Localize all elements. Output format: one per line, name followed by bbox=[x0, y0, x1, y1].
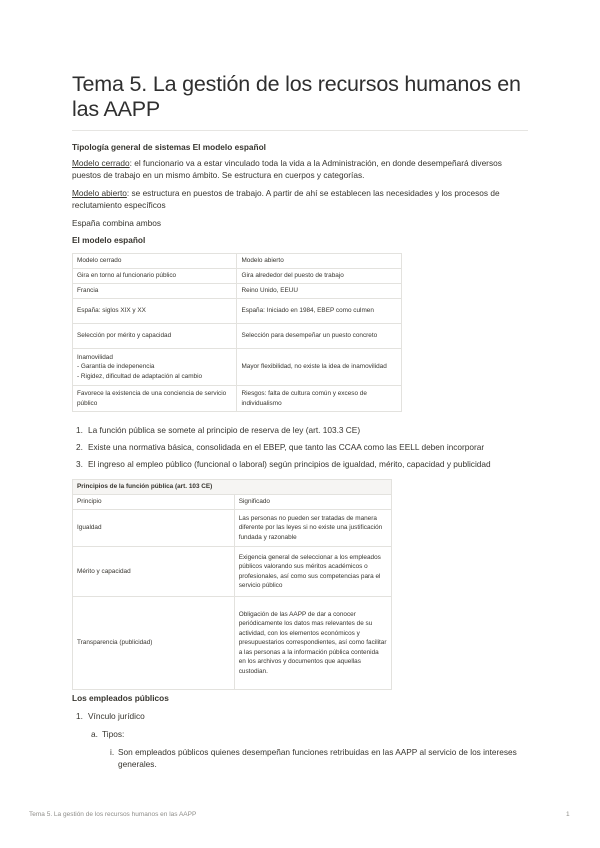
table-cell: Inamovilidad - Garantía de indepenencia - Rigidez, dificultad de adaptación al cambio bbox=[73, 349, 237, 386]
table-cell: Riesgos: falta de cultura común y exceso de individualismo bbox=[237, 386, 402, 412]
table-cell: Transparencia (publicidad) bbox=[73, 597, 235, 690]
table-modelo-espanol bbox=[72, 253, 402, 412]
list-item-text: Existe una normativa básica, consolidada en el EBEP, que tanto las CCAA como las EELL deben incorporar bbox=[88, 442, 485, 452]
table-cell: Obligación de las AAPP de dar a conocer periódicamente los datos mas relevantes de su actividad, con los elementos económicos y presupuestarios correspondientes, así como facilitar a las personas a la información pública contenida en los archivos y documentos que aquellas custodian. bbox=[234, 597, 391, 690]
text-modelo-abierto: : se estructura en puestos de trabajo. A partir de ahí se establecen las necesidades y los procesos de reclutamiento específicos bbox=[72, 188, 500, 210]
divider bbox=[72, 130, 528, 131]
term-modelo-abierto: Modelo abierto bbox=[72, 188, 127, 198]
text-modelo-cerrado: : el funcionario va a estar vinculado toda la vida a la Administración, en donde desempeñará diversos puestos de trabajo en un mismo ámbito. Se estructura en cuerpos y categorías. bbox=[72, 158, 502, 180]
table-cell: Favorece la existencia de una conciencia de servicio público bbox=[73, 386, 237, 412]
numbered-item-3: 3. El ingreso al empleo público (funcional o laboral) según principios de igualdad, mérito, capacidad y publicidad bbox=[76, 459, 491, 469]
lettered-item-tipos bbox=[88, 728, 124, 740]
table-row bbox=[73, 510, 392, 547]
table-cell: Exigencia general de seleccionar a los empleados públicos valorando sus méritos académicos o profesionales, así como sus competencias para el servicio público bbox=[234, 547, 391, 597]
table-row bbox=[73, 597, 392, 690]
list-item-text: La función pública se somete al principio de reserva de ley (art. 103.3 CE) bbox=[88, 425, 361, 435]
table-cell: Gira en torno al funcionario público bbox=[73, 269, 237, 284]
table-cell: Modelo cerrado bbox=[73, 254, 237, 269]
table-row bbox=[73, 254, 402, 269]
list-roman: i. bbox=[110, 747, 115, 757]
table-header-cell: Principio bbox=[73, 495, 235, 510]
table-cell: Mayor flexibilidad, no existe la idea de inamovilidad bbox=[237, 349, 402, 386]
numbered-item-1: 1. La función pública se somete al principio de reserva de ley (art. 103.3 CE) bbox=[76, 425, 361, 435]
table-cell: Gira alrededor del puesto de trabajo bbox=[237, 269, 402, 284]
table-cell: Selección para desempeñar un puesto concreto bbox=[237, 324, 402, 349]
table-cell: Modelo abierto bbox=[237, 254, 402, 269]
table-row bbox=[73, 547, 392, 597]
subheading-modelo-espanol: El modelo español bbox=[72, 235, 146, 245]
section-heading-empleados: Los empleados públicos bbox=[72, 693, 169, 703]
table-row bbox=[73, 349, 402, 386]
numbered-item-vinculo bbox=[72, 710, 145, 722]
table-cell: Selección por mérito y capacidad bbox=[73, 324, 237, 349]
footer-page-number: 1 bbox=[566, 811, 570, 818]
list-letter: a. bbox=[91, 729, 98, 739]
page-title: Tema 5. La gestión de los recursos humanos en las AAPP bbox=[72, 72, 521, 121]
paragraph-espana: España combina ambos bbox=[72, 218, 162, 228]
table-cell: Mérito y capacidad bbox=[73, 547, 235, 597]
table-principios bbox=[72, 479, 392, 690]
table-cell: España: Iniciado en 1984, EBEP como culmen bbox=[237, 299, 402, 324]
section-heading-tipologia: Tipología general de sistemas El modelo español bbox=[72, 142, 266, 152]
footer-title: Tema 5. La gestión de los recursos humanos en las AAPP bbox=[29, 811, 197, 818]
table-caption-row bbox=[73, 480, 392, 495]
list-item-text: El ingreso al empleo público (funcional o laboral) según principios de igualdad, mérito, capacidad y publicidad bbox=[88, 459, 491, 469]
table-row bbox=[73, 386, 402, 412]
table-cell: España: siglos XIX y XX bbox=[73, 299, 237, 324]
roman-item-i bbox=[108, 746, 528, 770]
paragraph-modelo-abierto bbox=[72, 187, 528, 211]
table-row bbox=[73, 284, 402, 299]
table-row bbox=[73, 299, 402, 324]
table-row bbox=[73, 324, 402, 349]
table-cell: Reino Unido, EEUU bbox=[237, 284, 402, 299]
list-item-text: Tipos: bbox=[102, 729, 125, 739]
table-header-row bbox=[73, 495, 392, 510]
paragraph-modelo-cerrado bbox=[72, 157, 528, 181]
table-cell: Igualdad bbox=[73, 510, 235, 547]
term-modelo-cerrado: Modelo cerrado bbox=[72, 158, 130, 168]
table-cell: Las personas no pueden ser tratadas de manera diferente por las leyes si no existe una justificación fundada y razonable bbox=[234, 510, 391, 547]
table-row bbox=[73, 269, 402, 284]
table-cell: Francia bbox=[73, 284, 237, 299]
list-item-text: Son empleados públicos quienes desempeñan funciones retribuidas en las AAPP al servicio de los intereses generales. bbox=[118, 747, 517, 769]
list-item-text: Vínculo jurídico bbox=[88, 711, 145, 721]
numbered-item-2: 2. Existe una normativa básica, consolidada en el EBEP, que tanto las CCAA como las EELL deben incorporar bbox=[76, 442, 485, 452]
table-caption: Principios de la función pública (art. 103 CE) bbox=[73, 480, 392, 495]
list-number: 1. bbox=[76, 711, 83, 721]
table-header-cell: Significado bbox=[234, 495, 391, 510]
